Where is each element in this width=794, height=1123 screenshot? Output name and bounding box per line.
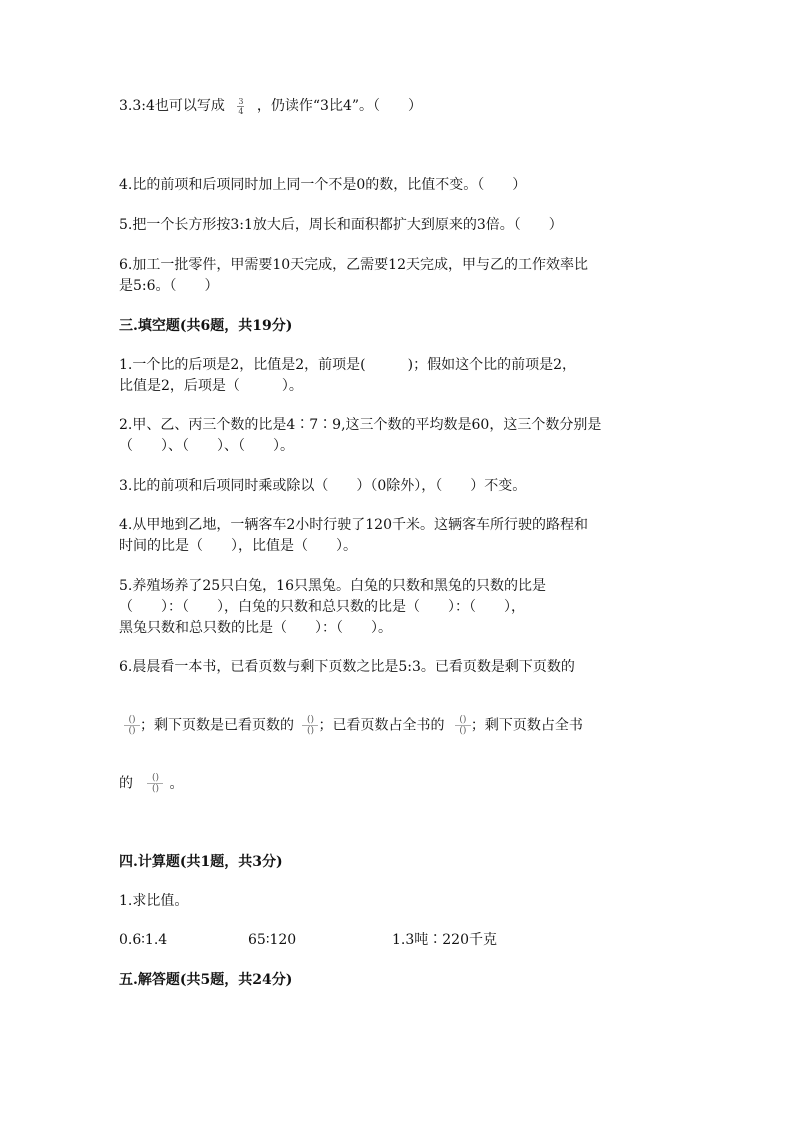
fill-question-6-line3: 的 $\frac{()}{()}$ 。 — [119, 773, 184, 794]
fill-question-1-line2: 比值是2，后项是（ ）。 — [119, 378, 303, 394]
fill-question-2-line2: （ ）、（ ）、（ ）。 — [119, 438, 294, 454]
calc-item: 65∶120 — [248, 932, 297, 948]
fill-question-3: 3.比的前项和后项同时乘或除以（ ）（0除外），（ ）不变。 — [119, 478, 527, 494]
judge-question-6-line1: 6.加工一批零件，甲需要10天完成，乙需要12天完成，甲与乙的工作效率比 — [119, 257, 588, 273]
fill-question-5-line2: （ ）：（ ），白兔的只数和总只数的比是（ ）：（ ）， — [119, 599, 525, 615]
fraction-three-quarters: $\frac{3}{4}$ — [238, 96, 244, 116]
section-heading-fill-in: 三.填空题(共6题，共19分) — [119, 318, 293, 334]
judge-question-3: 3.3:4也可以写成 $\frac{3}{4}$ ，仍读作“3比4”。（ ） — [119, 96, 423, 116]
calc-question-1: 1.求比值。 — [119, 893, 189, 909]
blank-fraction: $\frac{()}{()}$ — [124, 715, 140, 736]
judge-question-6-line2: 是5:6。（ ） — [119, 278, 219, 294]
fill-question-1-line1: 1.一个比的后项是2，比值是2，前项是( )；假如这个比的前项是2， — [119, 357, 577, 373]
judge-question-5: 5.把一个长方形按3:1放大后，周长和面积都扩大到原来的3倍。（ ） — [119, 217, 563, 233]
fill-question-6-line1: 6.晨晨看一本书，已看页数与剩下页数之比是5:3。已看页数是剩下页数的 — [119, 659, 575, 675]
calc-item: 1.3吨∶220千克 — [392, 932, 497, 948]
fill-question-4-line2: 时间的比是（ ），比值是（ ）。 — [119, 538, 357, 554]
fill-question-4-line1: 4.从甲地到乙地，一辆客车2小时行驶了120千米。这辆客车所行驶的路程和 — [119, 517, 588, 533]
fill-question-5-line1: 5.养殖场养了25只白兔，16只黑兔。白兔的只数和黑兔的只数的比是 — [119, 578, 546, 594]
blank-fraction: $\frac{()}{()}$ — [455, 715, 471, 736]
section-heading-answer: 五.解答题(共5题，共24分) — [119, 972, 293, 988]
fill-question-6-line2: $\frac{()}{()}$；剩下页数是已看页数的 $\frac{()}{()}$；已看页数占全书的 $\frac{()}{()}$；剩下页数占全书 — [124, 715, 583, 736]
judge-question-4: 4.比的前项和后项同时加上同一个不是0的数，比值不变。（ ） — [119, 177, 527, 193]
blank-fraction: $\frac{()}{()}$ — [147, 773, 163, 794]
fill-question-2-line1: 2.甲、乙、丙三个数的比是4∶7∶9,这三个数的平均数是60，这三个数分别是 — [119, 417, 602, 433]
section-heading-calculation: 四.计算题(共1题，共3分) — [119, 854, 283, 870]
blank-fraction: $\frac{()}{()}$ — [302, 715, 318, 736]
calc-item: 0.6∶1.4 — [119, 932, 168, 948]
fill-question-5-line3: 黑兔只数和总只数的比是（ ）：（ ）。 — [119, 620, 392, 636]
